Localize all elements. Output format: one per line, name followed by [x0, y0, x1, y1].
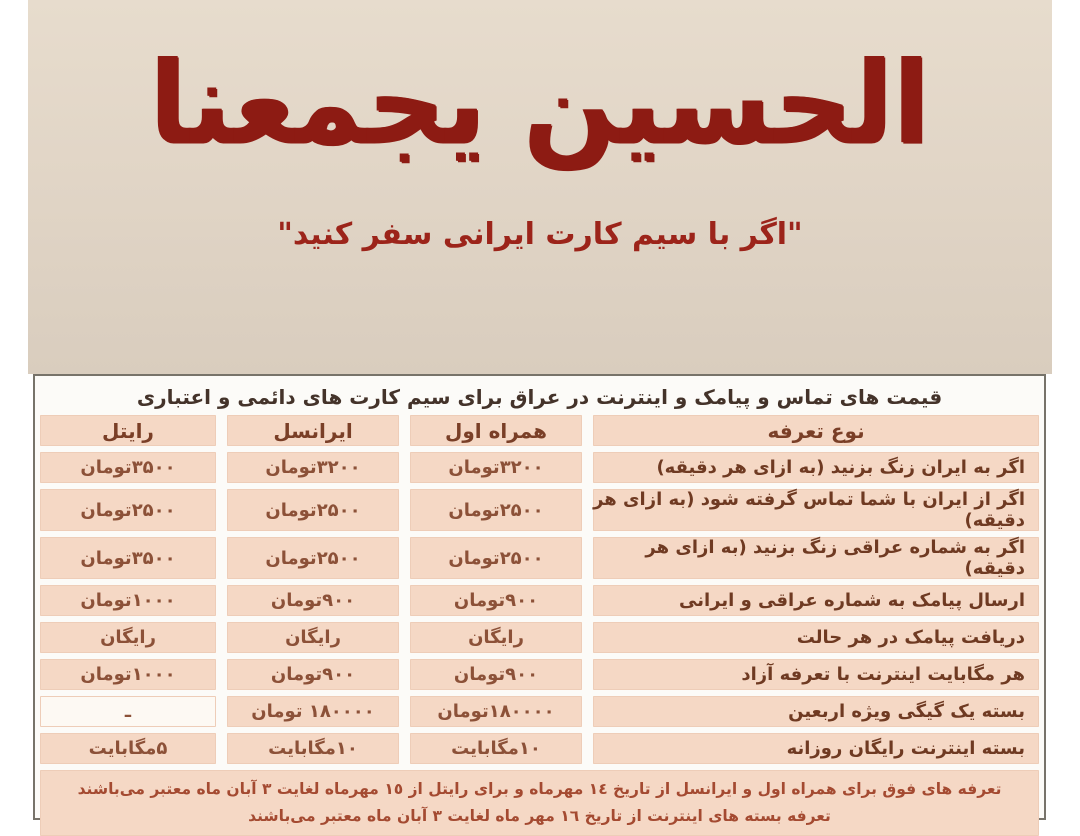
- hamrah-aval-value: ۱۰مگابایت: [410, 733, 582, 764]
- validity-footnote: [40, 770, 1039, 836]
- hamrah-aval-value: رایگان: [410, 622, 582, 653]
- rightel-value: ۳۵۰۰تومان: [40, 452, 216, 483]
- rightel-value: ۱۰۰۰تومان: [40, 659, 216, 690]
- tariff-type-cell: اگر به ایران زنگ بزنید (به ازای هر دقیقه): [593, 452, 1039, 483]
- tariff-type-cell: ارسال پیامک به شماره عراقی و ایرانی: [593, 585, 1039, 616]
- irancell-value: ۲۵۰۰تومان: [227, 537, 399, 579]
- hamrah-aval-value: ۲۵۰۰تومان: [410, 537, 582, 579]
- hamrah-aval-value: ۹۰۰تومان: [410, 659, 582, 690]
- calligraphy-title: الحسين يجمعنا: [149, 38, 931, 170]
- irancell-value: ۱۰مگابایت: [227, 733, 399, 764]
- hamrah-aval-value: ۳۲۰۰تومان: [410, 452, 582, 483]
- tariff-type-cell: هر مگابایت اینترنت با تعرفه آزاد: [593, 659, 1039, 690]
- irancell-value: ۱۸۰۰۰۰ تومان: [227, 696, 399, 727]
- column-header-tariff-type: نوع تعرفه: [593, 415, 1039, 446]
- tariff-type-cell: اگر به شماره عراقی زنگ بزنید (به ازای هر دقیقه): [593, 537, 1039, 579]
- irancell-value: رایگان: [227, 622, 399, 653]
- hamrah-aval-value: ۹۰۰تومان: [410, 585, 582, 616]
- poster-quote: "اگر با سیم کارت ایرانی سفر کنید": [277, 216, 803, 252]
- rightel-value-empty: ـ: [40, 696, 216, 727]
- footnote-line-2: تعرفه بسته های اینترنت از تاریخ ١٦ مهر ماه لغایت ٣ آبان ماه معتبر می‌باشند: [248, 807, 831, 826]
- hamrah-aval-value: ۱۸۰۰۰۰تومان: [410, 696, 582, 727]
- hamrah-aval-value: ۲۵۰۰تومان: [410, 489, 582, 531]
- rightel-value: ۵مگابایت: [40, 733, 216, 764]
- tariff-type-cell: بسته یک گیگی ویژه اربعین: [593, 696, 1039, 727]
- irancell-value: ۲۵۰۰تومان: [227, 489, 399, 531]
- tariff-grid: [40, 415, 1039, 836]
- irancell-value: ۹۰۰تومان: [227, 585, 399, 616]
- table-title: قیمت های تماس و پیامک و اینترنت در عراق برای سیم کارت های دائمی و اعتباری: [136, 385, 943, 409]
- column-header-rightel: رایتل: [40, 415, 216, 446]
- tariff-type-cell: دریافت پیامک در هر حالت: [593, 622, 1039, 653]
- footnote-line-1: تعرفه های فوق برای همراه اول و ایرانسل از تاریخ ١٤ مهرماه و برای رایتل از ١٥ مهرماه لغایت ٣ آبان ماه معتبر می‌باشند: [77, 780, 1002, 798]
- rightel-value: ۳۵۰۰تومان: [40, 537, 216, 579]
- column-header-hamrah-aval: همراه اول: [410, 415, 582, 446]
- rightel-value: رایگان: [40, 622, 216, 653]
- irancell-value: ۳۲۰۰تومان: [227, 452, 399, 483]
- rightel-value: ۲۵۰۰تومان: [40, 489, 216, 531]
- poster-top-panel: [28, 0, 1052, 374]
- column-header-irancell: ایرانسل: [227, 415, 399, 446]
- irancell-value: ۹۰۰تومان: [227, 659, 399, 690]
- tariff-type-cell: بسته اینترنت رایگان روزانه: [593, 733, 1039, 764]
- rightel-value: ۱۰۰۰تومان: [40, 585, 216, 616]
- tariff-table: [33, 374, 1046, 826]
- tariff-type-cell: اگر از ایران با شما تماس گرفته شود (به ازای هر دقیقه): [593, 489, 1039, 531]
